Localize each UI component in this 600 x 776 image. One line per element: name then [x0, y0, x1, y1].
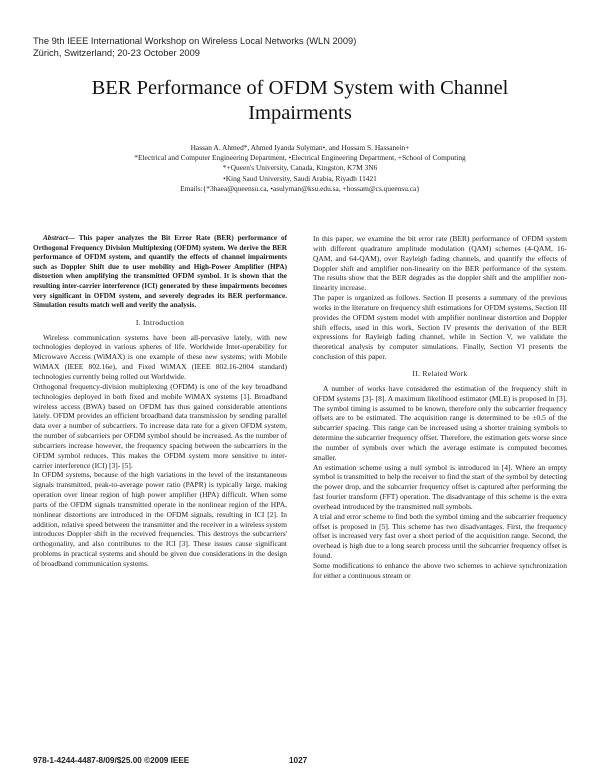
university-1: *+Queen's University, Canada, Kingston, K7M 3N6 [222, 163, 378, 173]
paragraph: In OFDM systems, because of the high variations in the level of the instantaneous signals transmitted, peak-to-average power ratio (PAPR) is typically large, making operation over linear region of high power amplifier (HPA) difficult. When some parts of the OFDM signals transmitted operate in the nonlinear region of the HPA, nonlinear distortions are introduced in the OFDM signals, resulting in ICI [2]. In addition, relative speed between the transmitter and the receiver in a wireless system introduces Doppler shift in the received frequencies. This destroys the subcarriers' orthogonality, and also contributes to the ICI [3]. These issues cause significant problems in practical systems and should be given due considerations in the design of broadband communication systems. [33, 470, 287, 568]
author-names: Hassan A. Ahmed*, Ahmed Iyanda Sulyman•, and Hossam S. Hassanein+ [190, 143, 410, 152]
paragraph: An estimation scheme using a null symbol is introduced in [4]. Where an empty symbol is transmitted to help the receiver to find the start of the symbol by detecting the power drop, and the subcarrier frequency offset is captured after performing the fast fourier transform (FFT) operation. The disadvantage of this scheme is the extra overhead introduced by the transmitted null symbols. [313, 462, 567, 511]
author-emails: Emails:{*3haea@queensu.ca, •asulyman@ksu.edu.sa, +hossam@cs.queensu.ca} [180, 183, 420, 193]
abstract [33, 234, 287, 311]
abstract-lead: Abstract— [43, 234, 75, 242]
section-heading-related-work: II. Related Work [412, 368, 468, 378]
paragraph: A trial and error scheme to find both the symbol timing and the subcarrier frequency offset is proposed in [5]. This scheme has two disadvantages. First, the frequency offset is increased very fast over a short period of the acquisition range. Second, the overhead is high due to a long search process until the subcarrier frequency offset is found. [313, 511, 567, 561]
paragraph: Wireless communication systems have been all-pervasive lately, with new technologies deployed in various spheres of life. Worldwide Inter-operability for Microwave Access (WiMAX) is one example of these new systems; with Mobile WiMAX (IEEE 802.16e), and Fixed WiMAX (IEEE 802.16-2004 standard) technologies currently being rolled out Worldwide. [33, 332, 287, 381]
page-number: 1027 [289, 756, 308, 765]
footer-isbn: 978-1-4244-4487-8/09/$25.00 ©2009 IEEE [33, 756, 190, 765]
paragraph: The paper is organized as follows. Section II presents a summary of the previous works in the literature on frequency shift estimations for OFDM systems, Section III provides the OFDM system model with amplifier nonlinear distortion and Doppler shift effects, used in this work, Section IV presents the derivation of the BER expressions for Rayleigh fading channel, while in Section V, we validate the theoretical analysis by computer simulations. Finally, Section VI presents the conclusion of this paper. [313, 293, 567, 362]
conference-name: The 9th IEEE International Workshop on Wireless Local Networks (WLN 2009) [33, 36, 357, 46]
right-column [313, 234, 567, 581]
title-line-2: Impairments [248, 102, 352, 124]
paragraph: In this paper, we examine the bit error rate (BER) performance of OFDM system with different quadrature amplitude modulation (QAM) schemes (4-QAM, 16-QAM, and 64-QAM), over Rayleigh fading channels, and quantify the effects of Doppler shift and amplifier non-linearity on the BER performance of the system. The results show that the BER degrades as the doppler shift and the amplifier non-linearity increase. [313, 234, 567, 293]
conference-location: Zürich, Switzerland; 20-23 October 2009 [33, 47, 200, 58]
paragraph: Orthogonal frequency-division multiplexing (OFDM) is one of the key broadband technologies deployed in both fixed and mobile WiMAX systems [1]. Broadband wireless access (BWA) based on OFDM has thus gained considerable attentions lately. OFDM provides an efficient broadband data transmission by sending parallel data over a number of subcarriers. To increase data rate for a given OFDM system, the number of subcarriers per OFDM symbol should be increased. As the number of subcarriers increase however, the frequency spacing between the subcarriers in the OFDM symbol reduces. This makes the OFDM system more sensitive to inter-carrier interference (ICI) [3]- [5]. [33, 381, 287, 470]
abstract-text: This paper analyzes the Bit Error Rate (BER) performance of Orthogonal Frequency Division Multiplexing (OFDM) system. We derive the BER performance of OFDM system, and quantify the effects of channel impairments such as Doppler Shift due to user mobility and High-Power Amplifier (HPA) distortion when amplifying the transmitted OFDM symbol. It is shown that the resulting inter-carrier interference (ICI) generated by these impairments becomes very significant in OFDM system, and severely degrades its BER performance. Simulation results match well and verify the analysis. [33, 234, 287, 310]
paragraph: Some modifications to enhance the above two schemes to achieve synchronization for either a continuous stream or [313, 561, 567, 580]
author-block [30, 143, 570, 194]
author-affiliations: *Electrical and Computer Engineering Department, •Electrical Engineering Department, +School of Computing [134, 153, 466, 163]
paper-title [30, 76, 570, 126]
university-2: •King Saud University, Saudi Arabia, Riyadh 11421 [223, 173, 377, 183]
paragraph: A number of works have considered the estimation of the frequency shift in OFDM systems [3]- [8]. A maximum likelihood estimator (MLE) is proposed in [3]. The symbol timing is assumed to be known, therefore only the subcarrier frequency offsets are to be estimated. The acquisition range is determined to be ±0.5 of the subcarrier spacing. This range can be increased using a shorter training symbols to determine the subcarrier frequency offset. Therefore, the estimation gets worse since the number of symbols over which the average estimate is computed becomes smaller. [313, 383, 567, 462]
conference-header [33, 36, 356, 59]
left-column [33, 234, 287, 569]
title-line-1: BER Performance of OFDM System with Channel [91, 77, 509, 99]
section-heading-introduction: I. Introduction [135, 317, 185, 327]
